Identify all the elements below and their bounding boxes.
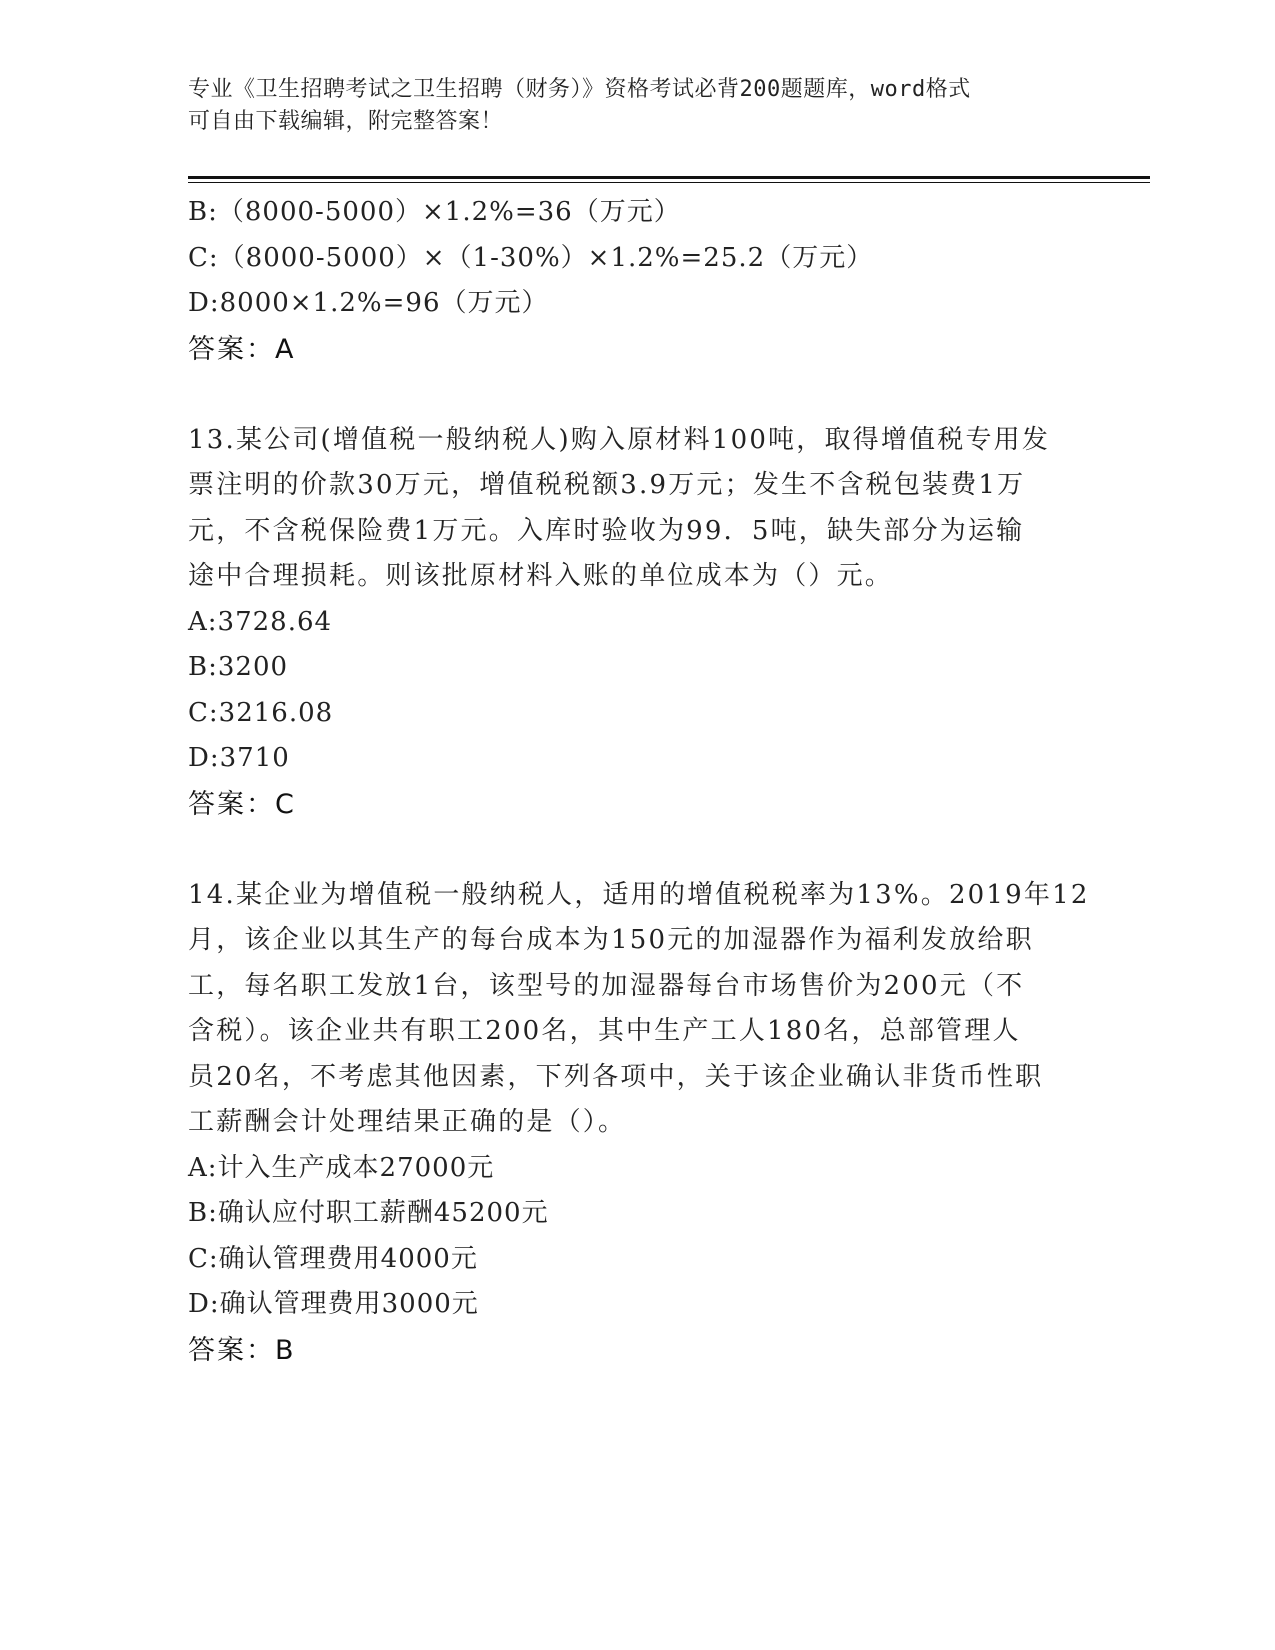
option-b: B:3200 xyxy=(188,652,289,682)
option-c: C:3216.08 xyxy=(188,697,334,728)
question-text-line: 工，每名职工发放1台，该型号的加湿器每台市场售价为200元（不 xyxy=(188,970,1025,1001)
option-c: C:确认管理费用4000元 xyxy=(188,1243,478,1274)
option-b: B:（8000-5000）×1.2%=36（万元） xyxy=(188,197,681,227)
answer-line: 答案：B xyxy=(188,1334,296,1366)
question-text-line: 途中合理损耗。则该批原材料入账的单位成本为（）元。 xyxy=(188,561,894,591)
question-text-line: 员20名，不考虑其他因素，下列各项中，关于该企业确认非货币性职 xyxy=(188,1061,1044,1092)
question-text-line: 工薪酬会计处理结果正确的是（）。 xyxy=(188,1107,627,1137)
question-12-continued xyxy=(188,190,1088,372)
header-line-1: 专业《卫生招聘考试之卫生招聘（财务）》资格考试必背200题题库，word格式 xyxy=(188,77,971,102)
header-divider-thin xyxy=(188,182,1150,183)
option-d: D:3710 xyxy=(188,743,290,773)
answer-line: 答案：A xyxy=(188,333,296,365)
option-c: C:（8000-5000）×（1-30%）×1.2%=25.2（万元） xyxy=(188,242,874,273)
option-a: A:3728.64 xyxy=(188,606,333,637)
document-header xyxy=(188,74,1068,138)
question-text-line: 元，不含税保险费1万元。入库时验收为99．5吨，缺失部分为运输 xyxy=(188,515,1025,546)
answer-line: 答案：C xyxy=(188,788,296,820)
question-text-line: 含税）。该企业共有职工200名，其中生产工人180名，总部管理人 xyxy=(188,1016,1021,1046)
header-line-2: 可自由下载编辑，附完整答案！ xyxy=(188,109,504,134)
option-b: B:确认应付职工薪酬45200元 xyxy=(188,1198,549,1228)
header-divider-thick xyxy=(188,176,1150,179)
question-text-line: 13.某公司(增值税一般纳税人)购入原材料100吨，取得增值税专用发 xyxy=(188,424,1051,455)
option-d: D:确认管理费用3000元 xyxy=(188,1289,479,1319)
spacer xyxy=(188,827,1088,873)
question-13 xyxy=(188,418,1088,828)
question-text-line: 票注明的价款30万元，增值税税额3.9万元；发生不含税包装费1万 xyxy=(188,470,1026,500)
document-body xyxy=(188,190,1088,1373)
spacer xyxy=(188,372,1088,418)
option-a: A:计入生产成本27000元 xyxy=(188,1152,495,1183)
option-d: D:8000×1.2%=96（万元） xyxy=(188,288,549,318)
question-text-line: 14.某企业为增值税一般纳税人，适用的增值税税率为13%。2019年12 xyxy=(188,879,1090,910)
question-14 xyxy=(188,873,1088,1374)
question-text-line: 月，该企业以其生产的每台成本为150元的加湿器作为福利发放给职 xyxy=(188,925,1034,955)
